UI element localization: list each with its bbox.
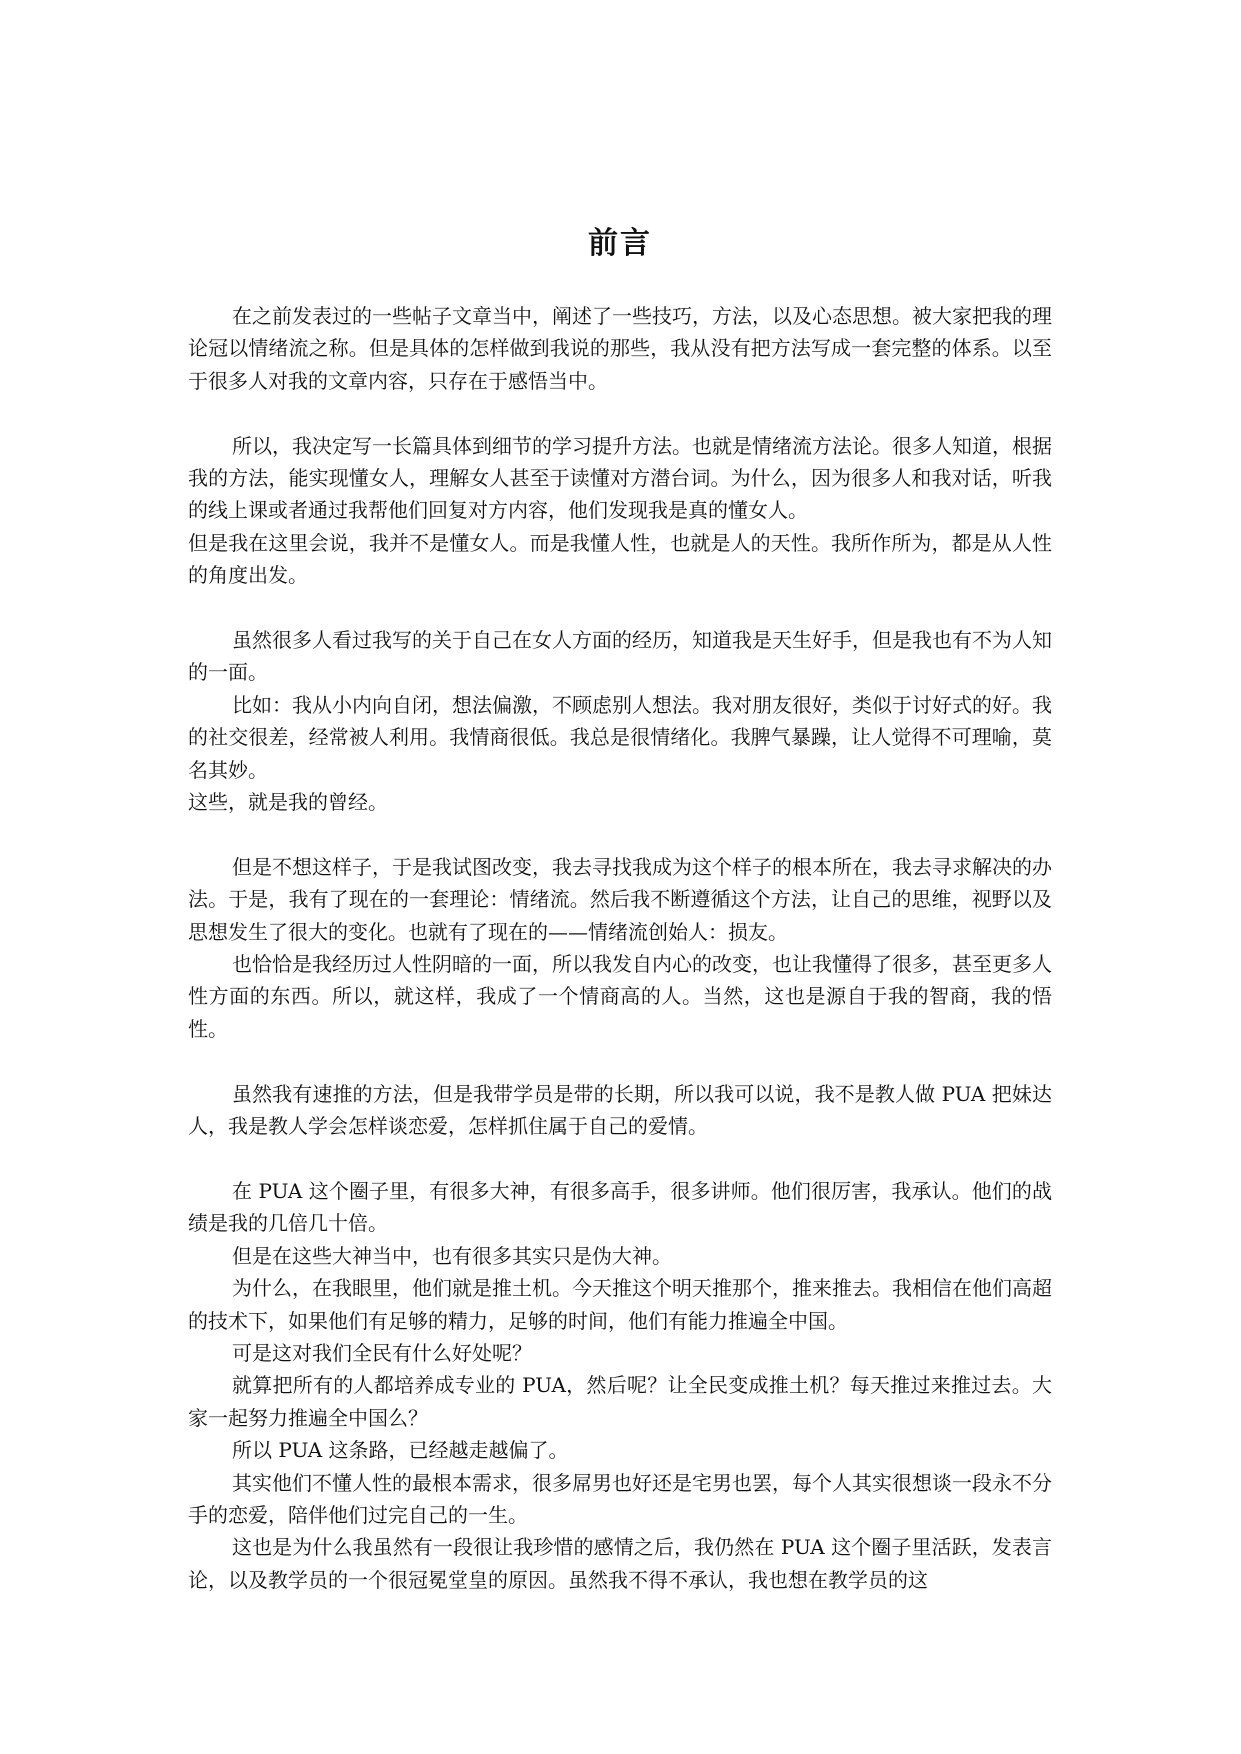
paragraph-spacer	[188, 1045, 1052, 1077]
document-page	[188, 0, 1052, 1754]
paragraph-spacer	[188, 397, 1052, 429]
paragraph: 在 PUA 这个圈子里，有很多大神，有很多高手，很多讲师。他们很厉害，我承认。他们的战绩是我的几倍几十倍。	[188, 1178, 1052, 1236]
paragraph: 虽然我有速推的方法，但是我带学员是带的长期，所以我可以说，我不是教人做 PUA 把妹达人，我是教人学会怎样谈恋爱，怎样抓住属于自己的爱情。	[188, 1081, 1052, 1139]
paragraph: 这也是为什么我虽然有一段很让我珍惜的感情之后，我仍然在 PUA 这个圈子里活跃，发表言论，以及教学员的一个很冠冕堂皇的原因。虽然我不得不承认，我也想在教学员的这	[188, 1535, 1052, 1592]
paragraph: 这些，就是我的曾经。	[188, 790, 388, 815]
paragraph: 但是不想这样子，于是我试图改变，我去寻找我成为这个样子的根本所在，我去寻求解决的办法。于是，我有了现在的一套理论：情绪流。然后我不断遵循这个方法，让自己的思维，视野以及思想发生了很大的变化。也就有了现在的——情绪流创始人：损友。	[188, 854, 1052, 944]
paragraph-spacer	[188, 592, 1052, 624]
paragraph: 在之前发表过的一些帖子文章当中，阐述了一些技巧，方法，以及心态思想。被大家把我的理论冠以情绪流之称。但是具体的怎样做到我说的那些，我从没有把方法写成一套完整的体系。以至于很多人对我的文章内容，只存在于感悟当中。	[188, 304, 1052, 393]
paragraph: 比如：我从小内向自闭，想法偏激，不顾虑别人想法。我对朋友很好，类似于讨好式的好。我的社交很差，经常被人利用。我情商很低。我总是很情绪化。我脾气暴躁，让人觉得不可理喻，莫名其妙。	[188, 692, 1052, 782]
paragraph-spacer	[188, 1143, 1052, 1175]
paragraph: 但是在这些大神当中，也有很多其实只是伪大神。	[232, 1243, 672, 1268]
paragraph: 就算把所有的人都培养成专业的 PUA，然后呢？让全民变成推土机？每天推过来推过去。大家一起努力推遍全中国么？	[188, 1373, 1052, 1430]
paragraph: 虽然很多人看过我写的关于自己在女人方面的经历，知道我是天生好手，但是我也有不为人知的一面。	[188, 628, 1052, 685]
document-body	[188, 300, 1052, 1596]
paragraph: 也恰恰是我经历过人性阴暗的一面，所以我发自内心的改变，也让我懂得了很多，甚至更多人性方面的东西。所以，就这样，我成了一个情商高的人。当然，这也是源自于我的智商，我的悟性。	[188, 952, 1052, 1041]
paragraph: 可是这对我们全民有什么好处呢？	[232, 1340, 532, 1365]
page-title: 前言	[588, 226, 652, 261]
paragraph: 为什么，在我眼里，他们就是推土机。今天推这个明天推那个，推来推去。我相信在他们高超的技术下，如果他们有足够的精力，足够的时间，他们有能力推遍全中国。	[188, 1276, 1052, 1333]
paragraph: 其实他们不懂人性的最根本需求，很多屌男也好还是宅男也罢，每个人其实很想谈一段永不分手的恋爱，陪伴他们过完自己的一生。	[188, 1470, 1052, 1527]
paragraph: 所以 PUA 这条路，已经越走越偏了。	[232, 1438, 569, 1463]
paragraph: 所以，我决定写一长篇具体到细节的学习提升方法。也就是情绪流方法论。很多人知道，根据我的方法，能实现懂女人，理解女人甚至于读懂对方潜台词。为什么，因为很多人和我对话，听我的线上课或者通过我帮他们回复对方内容，他们发现我是真的懂女人。	[188, 433, 1052, 523]
paragraph: 但是我在这里会说，我并不是懂女人。而是我懂人性，也就是人的天性。我所作所为，都是从人性的角度出发。	[188, 530, 1052, 588]
paragraph-spacer	[188, 818, 1052, 850]
